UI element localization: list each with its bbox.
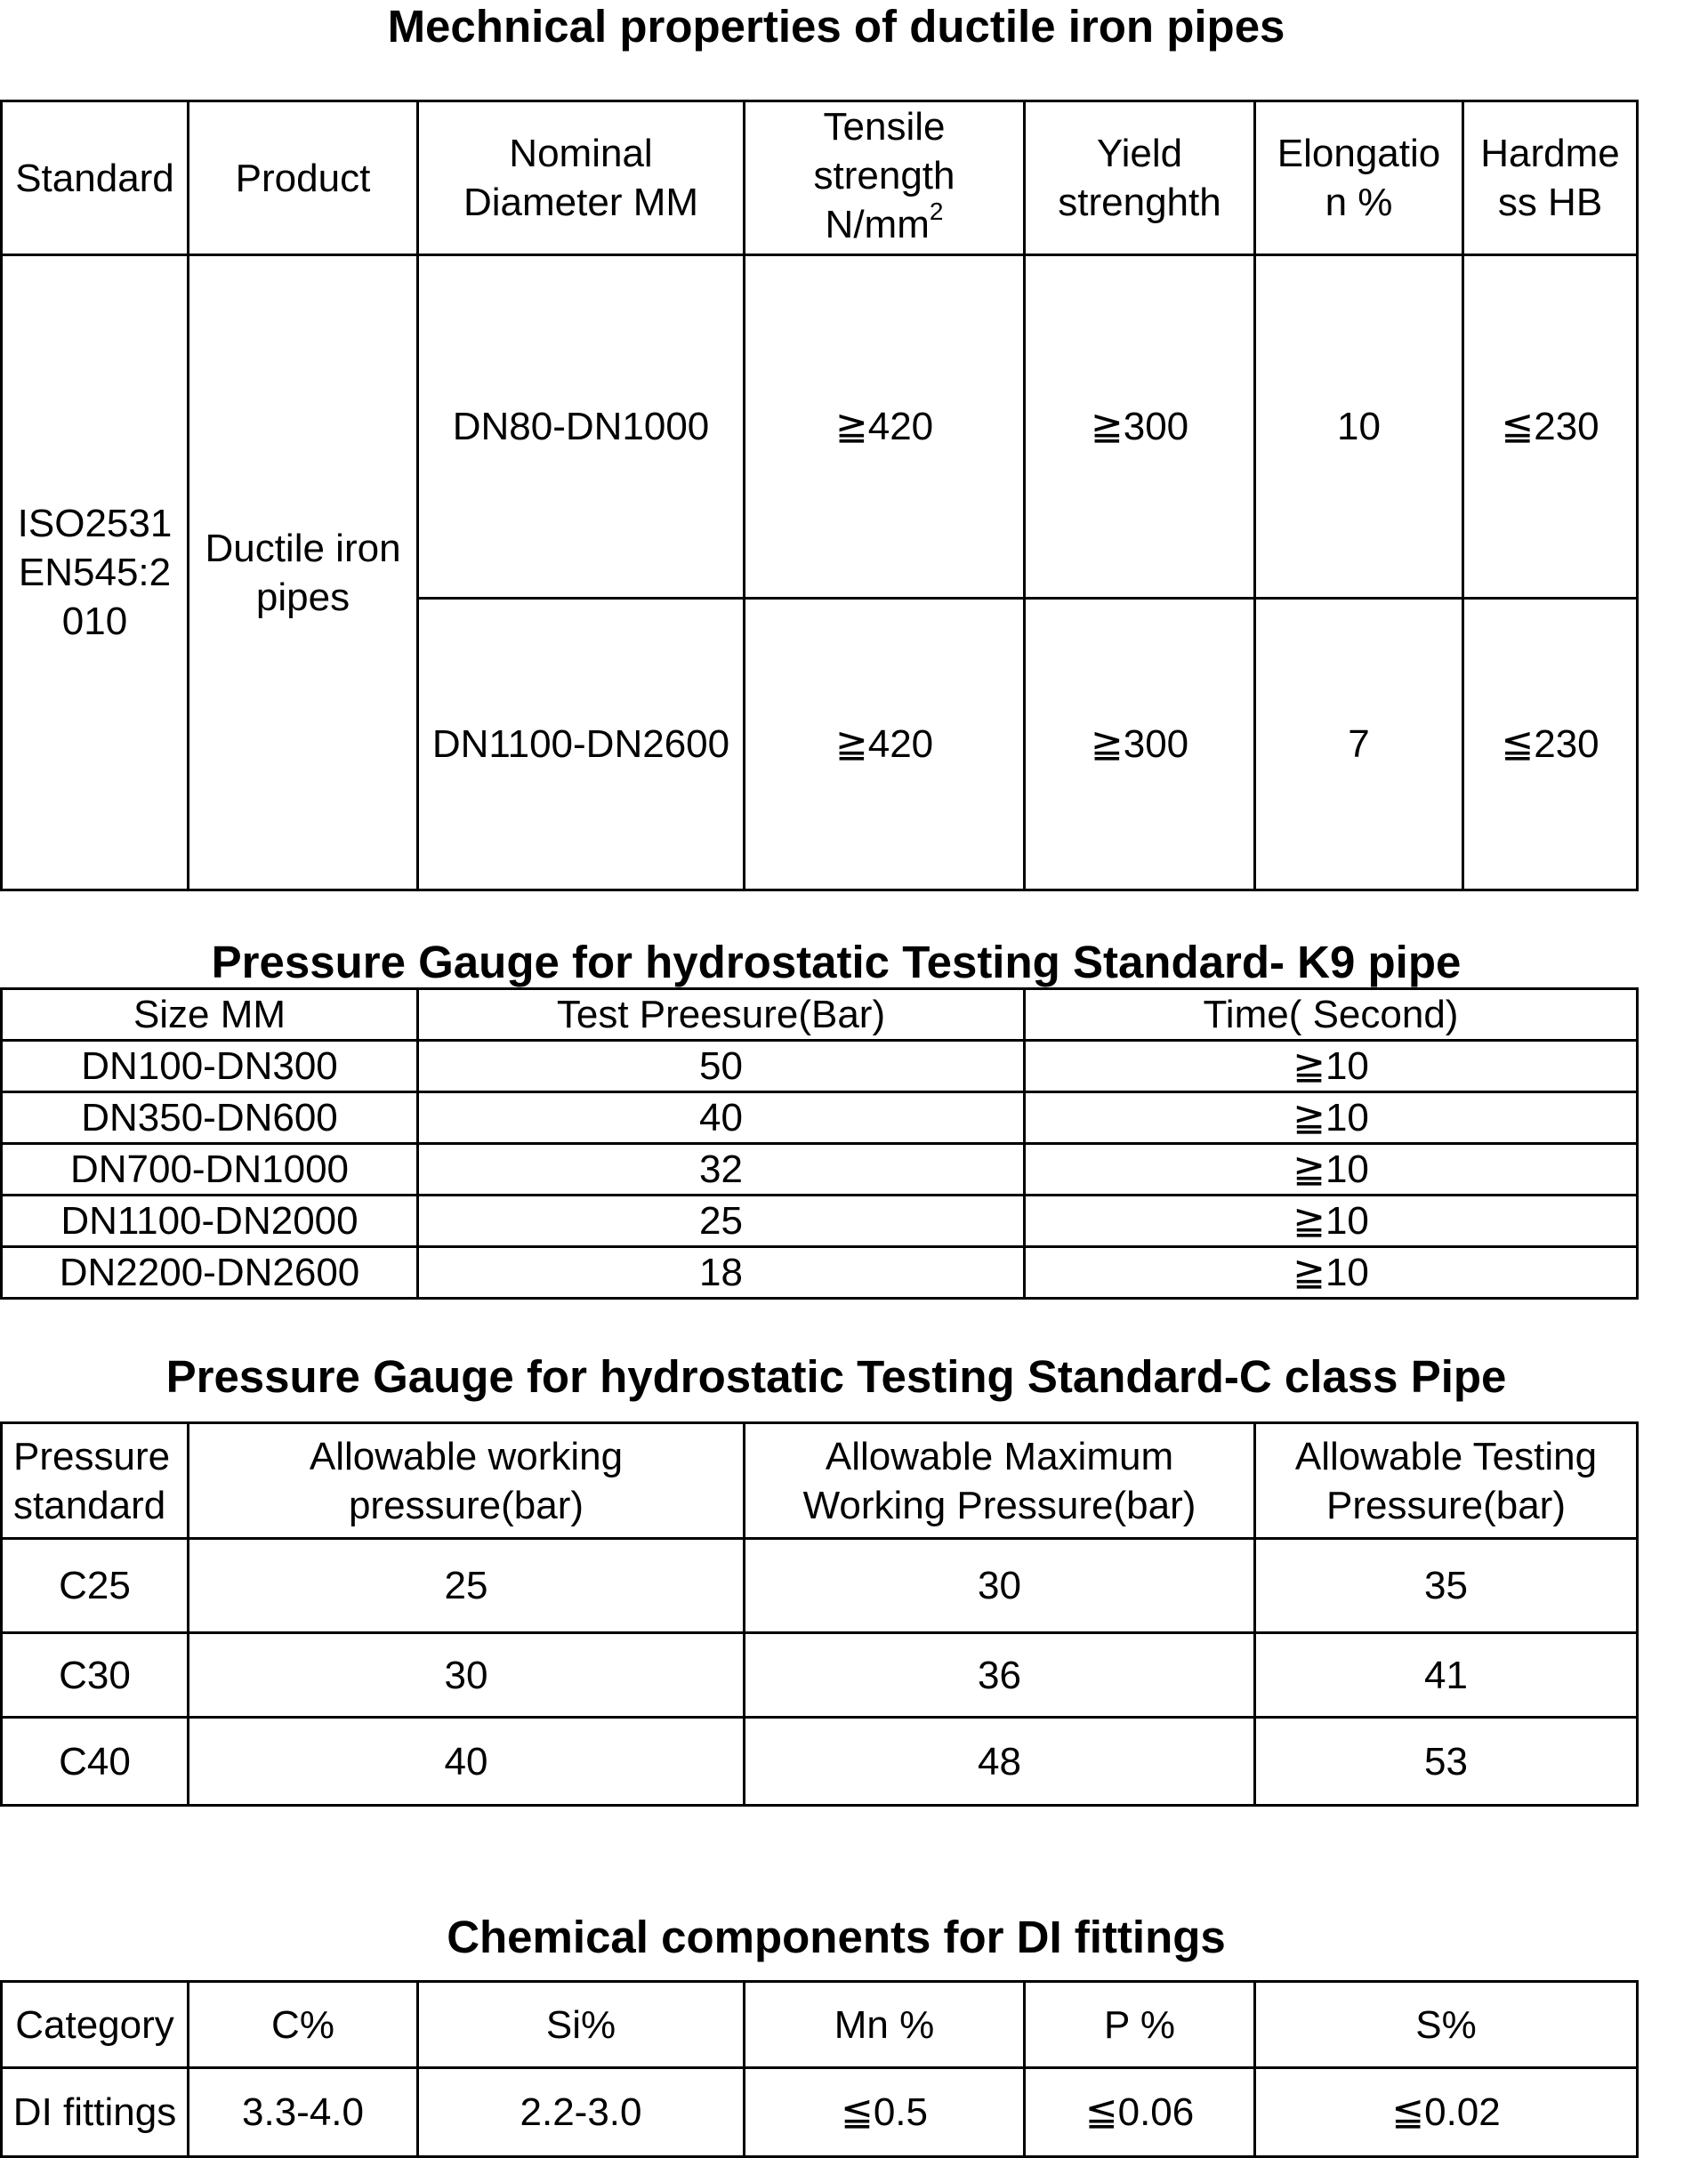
manganese-cell: ≦0.5 <box>745 2068 1025 2157</box>
cell-text-line: ISO2531 <box>17 502 173 545</box>
table-row <box>2 1144 1638 1196</box>
header-test-pressure: Test Preesure(Bar) <box>418 989 1025 1041</box>
max-cell: 36 <box>745 1633 1255 1718</box>
table-row <box>2 1092 1638 1144</box>
header-allowable-working <box>189 1423 745 1539</box>
standard-cell: C40 <box>2 1718 189 1806</box>
header-category: Category <box>2 1982 189 2068</box>
size-cell: DN700-DN1000 <box>2 1144 418 1196</box>
table-row <box>2 1633 1638 1718</box>
tensile-cell: ≧420 <box>745 599 1025 890</box>
table-row <box>2 255 1638 599</box>
header-carbon: C% <box>189 1982 418 2068</box>
pressure-cell: 18 <box>418 1247 1025 1299</box>
table-row <box>2 2068 1638 2157</box>
header-text-line: standard <box>13 1483 166 1527</box>
size-cell: DN1100-DN2000 <box>2 1196 418 1247</box>
header-text-line: Allowable Testing <box>1294 1434 1598 1478</box>
header-sulfur: S% <box>1255 1982 1638 2068</box>
header-text-line: Hardme <box>1480 132 1620 175</box>
elongation-cell: 10 <box>1255 255 1463 599</box>
chemical-title: Chemical components for DI fittings <box>447 1912 1226 1962</box>
header-nominal-diameter <box>418 101 745 255</box>
mechanical-title: Mechnical properties of ductile iron pipes <box>387 1 1285 52</box>
header-elongation <box>1255 101 1463 255</box>
hardness-cell: ≦230 <box>1463 255 1638 599</box>
cell-text-line: pipes <box>255 575 350 619</box>
table-row <box>2 1539 1638 1633</box>
elongation-cell: 7 <box>1255 599 1463 890</box>
header-size: Size MM <box>2 989 418 1041</box>
k9-title: Pressure Gauge for hydrostatic Testing Standard- K9 pipe <box>211 937 1462 987</box>
header-text-line: Pressure <box>13 1434 171 1478</box>
time-cell: ≧10 <box>1025 1196 1638 1247</box>
product-cell <box>189 255 418 890</box>
table-row <box>2 1196 1638 1247</box>
yield-cell: ≧300 <box>1025 599 1255 890</box>
phosphorus-cell: ≦0.06 <box>1025 2068 1255 2157</box>
pressure-cell: 25 <box>418 1196 1025 1247</box>
working-cell: 40 <box>189 1718 745 1806</box>
working-cell: 25 <box>189 1539 745 1633</box>
table-header-row <box>2 101 1638 255</box>
header-text-line: pressure(bar) <box>348 1483 584 1527</box>
header-product: Product <box>189 101 418 255</box>
header-text-line: Nominal <box>509 132 653 175</box>
header-text-line: N/mm <box>825 203 930 246</box>
pressure-cell: 50 <box>418 1041 1025 1092</box>
table-row <box>2 1041 1638 1092</box>
working-cell: 30 <box>189 1633 745 1718</box>
cell-text-line: Ductile iron <box>205 526 401 570</box>
header-text-line: Allowable Maximum <box>825 1434 1174 1478</box>
time-cell: ≧10 <box>1025 1041 1638 1092</box>
table-header-row <box>2 989 1638 1041</box>
yield-cell: ≧300 <box>1025 255 1255 599</box>
table-header-row <box>2 1423 1638 1539</box>
header-text-line: n % <box>1325 181 1393 224</box>
diameter-cell: DN1100-DN2600 <box>418 599 745 890</box>
cell-text-line: 010 <box>61 600 128 643</box>
header-yield-strength <box>1025 101 1255 255</box>
header-text-line: Tensile <box>823 105 946 149</box>
time-cell: ≧10 <box>1025 1092 1638 1144</box>
size-cell: DN350-DN600 <box>2 1092 418 1144</box>
header-pressure-standard <box>2 1423 189 1539</box>
header-standard: Standard <box>2 101 189 255</box>
silicon-cell: 2.2-3.0 <box>418 2068 745 2157</box>
size-cell: DN2200-DN2600 <box>2 1247 418 1299</box>
k9-pressure-table <box>0 987 1639 1300</box>
sulfur-cell: ≦0.02 <box>1255 2068 1638 2157</box>
table-header-row <box>2 1982 1638 2068</box>
category-cell: DI fittings <box>2 2068 189 2157</box>
max-cell: 48 <box>745 1718 1255 1806</box>
header-text-line: Yield <box>1096 132 1183 175</box>
testing-cell: 53 <box>1255 1718 1638 1806</box>
carbon-cell: 3.3-4.0 <box>189 2068 418 2157</box>
header-phosphorus: P % <box>1025 1982 1255 2068</box>
header-text-line: ss HB <box>1497 181 1603 224</box>
header-text-line: strenghth <box>1058 181 1221 224</box>
header-manganese: Mn % <box>745 1982 1025 2068</box>
standard-cell <box>2 255 189 890</box>
time-cell: ≧10 <box>1025 1144 1638 1196</box>
cclass-title: Pressure Gauge for hydrostatic Testing Standard-C class Pipe <box>165 1351 1507 1402</box>
cell-text-line: EN545:2 <box>18 551 172 594</box>
header-silicon: Si% <box>418 1982 745 2068</box>
header-text-line: Working Pressure(bar) <box>802 1483 1196 1527</box>
mechanical-properties-table <box>0 100 1639 891</box>
header-text-line: Elongatio <box>1277 132 1441 175</box>
chemical-components-table <box>0 1980 1639 2158</box>
table-row <box>2 1718 1638 1806</box>
header-text-line: Allowable working <box>309 1434 624 1478</box>
hardness-cell: ≦230 <box>1463 599 1638 890</box>
pressure-cell: 40 <box>418 1092 1025 1144</box>
header-text-line: Pressure(bar) <box>1326 1483 1566 1527</box>
diameter-cell: DN80-DN1000 <box>418 255 745 599</box>
testing-cell: 41 <box>1255 1633 1638 1718</box>
pressure-cell: 32 <box>418 1144 1025 1196</box>
time-cell: ≧10 <box>1025 1247 1638 1299</box>
header-text-line: Diameter MM <box>463 181 699 224</box>
standard-cell: C30 <box>2 1633 189 1718</box>
tensile-cell: ≧420 <box>745 255 1025 599</box>
size-cell: DN100-DN300 <box>2 1041 418 1092</box>
table-row <box>2 1247 1638 1299</box>
header-hardness <box>1463 101 1638 255</box>
standard-cell: C25 <box>2 1539 189 1633</box>
max-cell: 30 <box>745 1539 1255 1633</box>
header-time: Time( Second) <box>1025 989 1638 1041</box>
header-allowable-maximum <box>745 1423 1255 1539</box>
header-allowable-testing <box>1255 1423 1638 1539</box>
testing-cell: 35 <box>1255 1539 1638 1633</box>
header-text-line: strength <box>813 154 955 197</box>
header-tensile-strength <box>745 101 1025 255</box>
cclass-pressure-table <box>0 1421 1639 1807</box>
superscript: 2 <box>929 197 944 225</box>
